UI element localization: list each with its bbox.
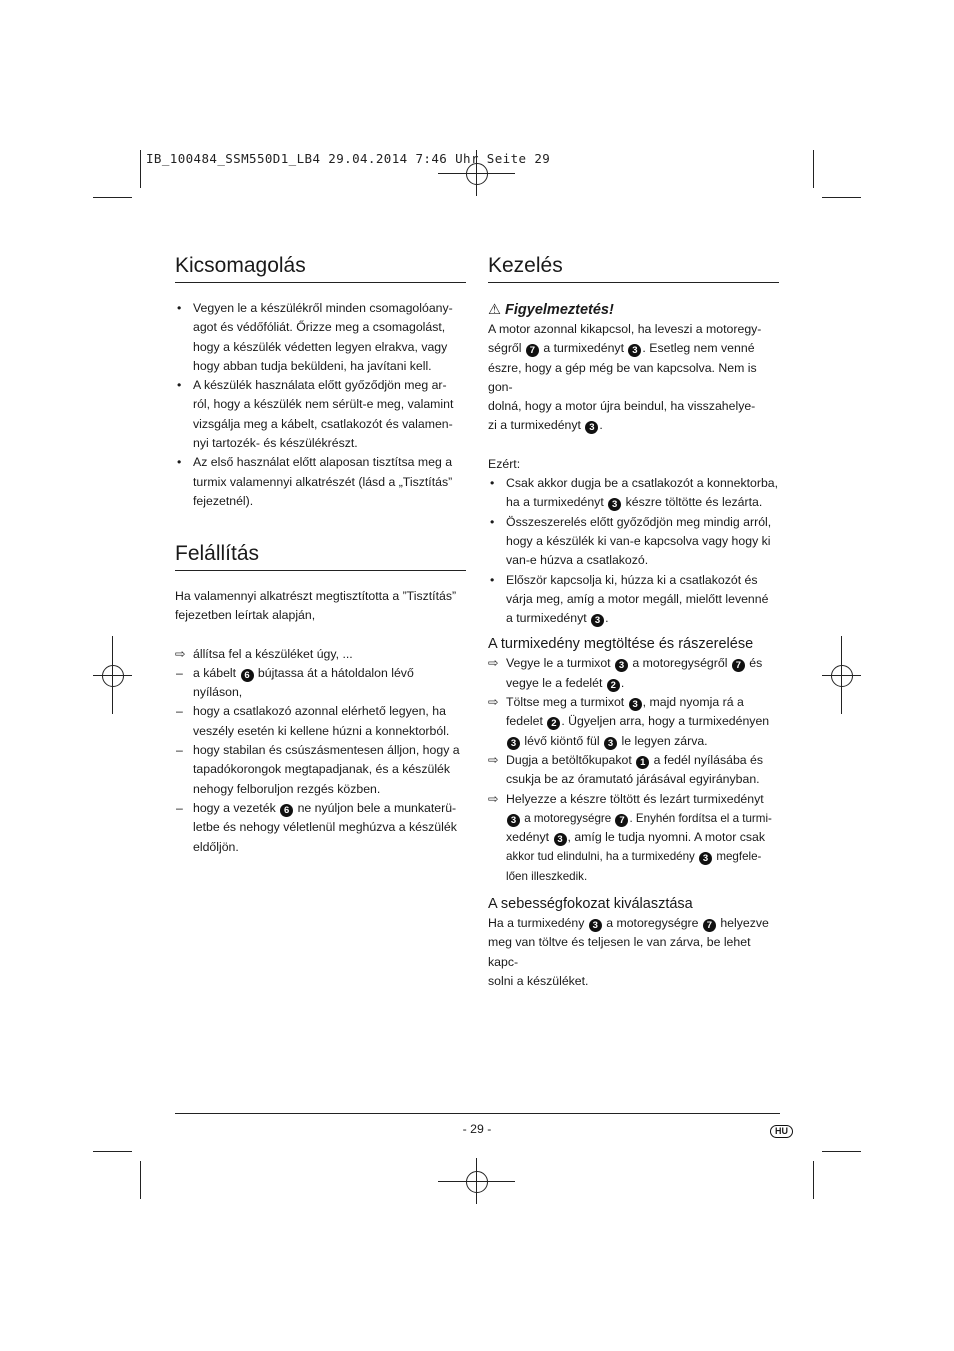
list-item: • Vegyen le a készülékről minden csomagolóany- agot és védőfóliát. Őrizze meg a csomagolást, hogy a készülék védetten legyen elrakva, vagy hogy abban tudja beküldeni, ha javítani kell.: [175, 299, 467, 376]
crop-mark-tr-v: [813, 150, 814, 188]
list-item: – hogy a vezeték 6 ne nyúljon bele a munkaterü- letbe és nehogy véletlenül meghúzva a készülék eldőljön.: [175, 799, 467, 857]
crop-mark-bl-h: [93, 1151, 132, 1152]
list-item: – hogy stabilan és csúszásmentesen álljon, hogy a tapadókorongok megtapadjanak, és a készülék nehogy felboruljon rezgés közben.: [175, 741, 467, 799]
arrow-icon: ⇨: [488, 656, 499, 671]
list-item: • Csak akkor dugja be a csatlakozót a konnektorba, ha a turmixedényt 3 készre töltötte és lezárta.: [488, 474, 780, 513]
number-badge: 1: [636, 756, 649, 769]
number-badge: 2: [607, 679, 620, 692]
title-rule: [175, 570, 466, 571]
title-rule: [175, 282, 466, 283]
subheading-filling: A turmixedény megtöltése és rászerelése: [488, 636, 754, 653]
setup-body: Ha valamennyi alkatrészt megtisztította a ”Tisztítás” fejezetben leírtak alapján, ⇨ állítsa fel a készüléket úgy, ... – a kábelt 6 bújtassa át a hátoldalon lévő nyíláson, – hogy a csatlakozó azonnal elérhető legyen, ha veszély esetén ki kellene húzni a konnektorból. – hogy stabilan és csúszásmentesen álljon, hogy a tapadókorongok megtapadjanak, és a készülék nehogy felboruljon rezgés közben. – hogy a vezeték 6 ne nyúljon bele a munkaterü- letbe és nehogy véletlenül meghúzva a készülék eldőljön.: [175, 587, 467, 857]
print-imprint: IB_100484_SSM550D1_LB4 29.04.2014 7:46 Uhr Seite 29: [146, 151, 551, 166]
crop-mark-tr-h: [822, 197, 861, 198]
number-badge: 3: [604, 737, 617, 750]
crop-mark-tl-h: [93, 197, 132, 198]
number-badge: 3: [608, 498, 621, 511]
number-badge: 3: [507, 814, 520, 827]
language-badge: HU: [770, 1121, 793, 1139]
arrow-icon: ⇨: [488, 791, 499, 806]
crop-mark-br-v: [813, 1161, 814, 1199]
title-rule: [488, 282, 779, 283]
list-item: ⇨ Töltse meg a turmixot 3 , majd nyomja rá a fedelet 2 . Ügyeljen arra, hogy a turmixedényen 3 lévő kiöntő fül 3 le legyen zárva.: [488, 695, 770, 749]
list-item: • A készülék használata előtt győződjön meg ar- ról, hogy a készülék nem sérült-e meg, valamint vizsgálja meg a kábelt, csatlakozót és valamen- nyi tartozék- és készülékrészt.: [175, 376, 467, 453]
number-badge: 7: [732, 659, 745, 672]
number-badge: 3: [589, 919, 602, 932]
number-badge: 3: [507, 737, 520, 750]
warning-heading: ⚠ Figyelmeztetés!: [488, 302, 614, 318]
number-badge: 3: [615, 659, 628, 672]
number-badge: 3: [585, 421, 598, 434]
page-number: - 29 -: [462, 1122, 492, 1136]
number-badge: 3: [554, 833, 567, 846]
list-item: ⇨ állítsa fel a készüléket úgy, ...: [175, 645, 467, 664]
number-badge: 3: [591, 614, 604, 627]
list-item: – hogy a csatlakozó azonnal elérhető legyen, ha veszély esetén ki kellene húzni a konnektorból.: [175, 702, 467, 741]
crop-mark-bl-v: [140, 1161, 141, 1199]
number-badge: 6: [280, 804, 293, 817]
operation-body: ⚠ Figyelmeztetés! A motor azonnal kikapcsol, ha leveszi a motoregy- ségről 7 a turmixedényt 3 . Esetleg nem venné észre, hogy a gép még be van kapcsolva. Nem is gon- dolná, hogy a motor újra beindul, ha visszahelye- zi a turmixedényt 3 . Ezért: • Csak akkor dugja be a csatlakozót a konnektorba, ha a turmixedényt 3 készre töltötte és lezárta. • Összeszerelés előtt győződjön meg mindig arról, hogy a készülék ki van-e kapcsolva vagy hogy ki van-e húzva a csatlakozó. • Először kapcsolja ki, húzza ki a csatlakozót és várja meg, amíg a motor megáll, mielőtt levenné a turmixedényt 3 . A turmixedény megtöltése és rászerelése ⇨ Vegye le a turmixot 3 a motoregységről 7 és vegye le a fedelét 2 . ⇨ Töltse meg a turmixot 3 , majd nyomja rá a fedelet 2 . Ügyeljen arra, hogy a turmixedényen 3 lévő kiöntő fül 3 le legyen zárva. ⇨ Dugja a betöltőkupakot 1 a fedél nyílásába és csukja be az óramutató járásával egyirányban. ⇨ Helyezze a készre töltött és lezárt turmixedényt 3 a motoregységre 7 . Enyhén fordítsa el a turmi- xedényt 3 , amíg le tudja nyomni. A motor csak akkor tud elindulni, ha a turmixedény 3 megfele- lően illeszkedik. A sebességfokozat kiválasztása Ha a turmixedény 3 a motoregységre 7 helyezve meg van töltve és teljesen le van zárva, be lehet kapc- solni a készüléket.: [488, 300, 780, 991]
list-item: ⇨ Dugja a betöltőkupakot 1 a fedél nyílásába és csukja be az óramutató járásával egyirányban.: [488, 752, 764, 787]
crop-mark-br-h: [822, 1151, 861, 1152]
section-title-unpacking: Kicsomagolás: [175, 254, 306, 277]
left-column: [175, 254, 467, 854]
crop-mark-tl-v: [140, 150, 141, 188]
number-badge: 6: [241, 669, 254, 682]
unpacking-list: [175, 299, 467, 511]
number-badge: 7: [615, 814, 628, 827]
arrow-icon: ⇨: [175, 646, 186, 661]
list-item: – a kábelt 6 bújtassa át a hátoldalon lévő nyíláson,: [175, 664, 467, 703]
number-badge: 7: [526, 344, 539, 357]
section-title-setup: Felállítás: [175, 542, 260, 565]
number-badge: 3: [699, 852, 712, 865]
arrow-icon: ⇨: [488, 695, 499, 710]
section-title-operation: Kezelés: [488, 254, 563, 277]
subheading-speed: A sebességfokozat kiválasztása: [488, 896, 693, 913]
list-item: ⇨ Helyezze a készre töltött és lezárt turmixedényt 3 a motoregységre 7 . Enyhén fordítsa el a turmi- xedényt 3 , amíg le tudja nyomni. A motor csak akkor tud elindulni, ha a turmixedény 3 megfele- lően illeszkedik.: [488, 791, 772, 883]
number-badge: 7: [703, 919, 716, 932]
list-item: • Összeszerelés előtt győződjön meg mindig arról, hogy a készülék ki van-e kapcsolva vagy hogy ki van-e húzva a csatlakozó.: [488, 513, 780, 571]
right-column: [488, 254, 780, 988]
number-badge: 3: [628, 344, 641, 357]
list-item: ⇨ Vegye le a turmixot 3 a motoregységről 7 és vegye le a fedelét 2 .: [488, 656, 763, 691]
arrow-icon: ⇨: [488, 752, 499, 767]
list-item: • Először kapcsolja ki, húzza ki a csatlakozót és várja meg, amíg a motor megáll, mielőtt levenné a turmixedényt 3 .: [488, 571, 780, 629]
footer-rule: [175, 1113, 780, 1114]
warning-icon: ⚠: [488, 302, 501, 318]
number-badge: 3: [629, 698, 642, 711]
number-badge: 2: [547, 717, 560, 730]
list-item: • Az első használat előtt alaposan tisztítsa meg a turmix valamennyi alkatrészét (lásd a „Tisztítás” fejezetnél).: [175, 453, 467, 511]
